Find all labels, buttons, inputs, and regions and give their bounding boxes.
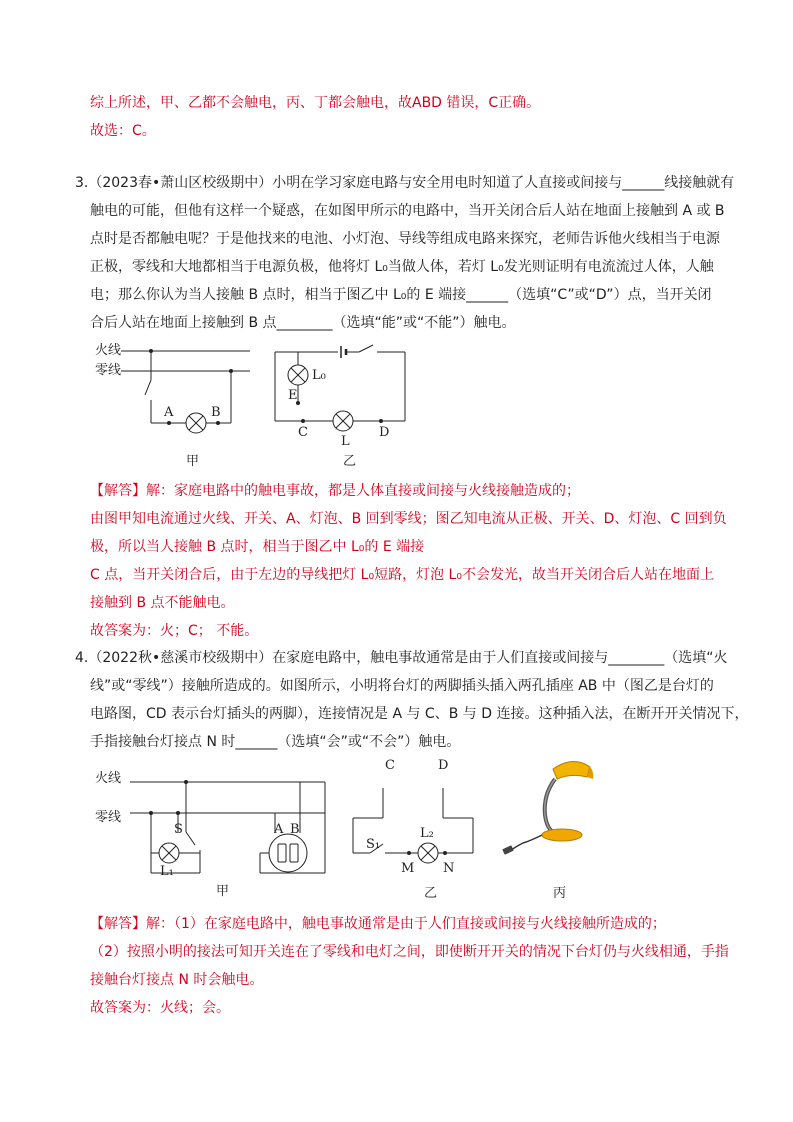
q4-caption-jia: 甲 [216,884,230,899]
q3-point-a: A [164,405,174,420]
q4-lamp-l2-label: L₂ [420,826,434,841]
q4-socket-a-label: A [274,822,284,837]
q3-answer-line: 【解答】解：家庭电路中的触电事故，都是人体直接或间接与火线接触造成的； [90,483,580,499]
switch-blade [145,380,151,395]
q3-point-c: C [298,425,308,440]
q4-point-m: M [401,861,415,876]
q3-line: 正极，零线和大地都相当于电源负极，他将灯 L₀当做人体，若灯 L₀发光则证明有电流流过人体，人触 [90,259,714,275]
q4-line: 线”或“零线”）接触所造成的。如图所示，小明将台灯的两脚插头插入两孔插座 AB 中（图乙是台灯的 [90,678,714,694]
q3-live-wire-label: 火线 [95,343,122,358]
q4-answer-line: 接触台灯接点 N 时会触电。 [90,972,264,988]
q4-line: 手指接触台灯接点 N 时______（选填“会”或“不会”）触电。 [90,734,461,750]
prev-conclusion: 综上所述，甲、乙都不会触电，丙、丁都会触电，故ABD 错误，C正确。 [90,95,541,111]
q4-lamp-l1-label: L₁ [160,864,174,879]
q4-answer-line: （2）按照小明的接法可知开关连在了零线和电灯之间，即使断开开关的情况下台灯仍与火线相通，手指 [90,944,729,960]
q4-point-d: D [438,758,449,773]
prev-choice: 故选：C。 [90,123,156,139]
q3-neutral-wire-label: 零线 [95,363,122,378]
q3-answer-line: C 点，当开关闭合后，由于左边的导线把灯 L₀短路，灯泡 L₀不会发光，故当开关闭合后人站在地面上 [90,567,714,583]
q4-figure-yi [345,770,485,875]
q3-point-d: D [379,425,390,440]
switch-blade [359,345,373,352]
q3-lamp-l0-label: L₀ [312,368,326,383]
q3-answer-line: 由图甲知电流通过火线、开关、A、灯泡、B 回到零线；图乙知电流从正极、开关、D、灯泡、C 回到负 [90,511,727,527]
desk-lamp-image [495,755,605,865]
q4-socket-b-label: B [290,822,300,837]
q3-caption-jia: 甲 [186,454,200,469]
q4-point-c: C [385,758,395,773]
q4-switch-s1-label: S₁ [366,837,381,852]
q4-line: 4.（2022秋•慈溪市校级期中）在家庭电路中，触电事故通常是由于人们直接或间接与________（选填“火 [75,650,728,666]
q3-answer-line: 接触到 B 点不能触电。 [90,595,235,611]
q4-answer-line: 故答案为：火线；会。 [90,1000,230,1016]
q3-line: 点时是否都触电呢？于是他找来的电池、小灯泡、导线等组成电路来探究，老师告诉他火线相当于电源 [90,231,720,247]
q4-switch-s-label: S [174,822,183,837]
q3-point-b: B [211,405,221,420]
q3-answer-line: 故答案为：火；C； 不能。 [90,623,259,639]
q3-line: 合后人站在地面上接触到 B 点________（选填“能”或“不能”）触电。 [90,315,516,331]
switch-s-blade [186,832,195,845]
q3-answer-line: 极，所以当人接触 B 点时，相当于图乙中 L₀的 E 端接 [90,539,425,555]
q4-line: 电路图，CD 表示台灯插头的两脚），连接情况是 A 与 C、B 与 D 连接。这种插入法，在断开开关情况下， [90,706,749,722]
q4-caption-bing: 丙 [553,886,567,901]
q3-caption-yi: 乙 [343,454,357,469]
q4-answer-line: 【解答】解：（1）在家庭电路中，触电事故通常是由于人们直接或间接与火线接触所造成的； [90,916,666,932]
q3-lamp-l-label: L [341,434,350,449]
socket-icon [269,834,307,872]
q3-line: 电；那么你认为当人接触 B 点时，相当于图乙中 L₀的 E 端接______（选填“C”或“D”）点，当开关闭 [90,287,712,303]
q3-line: 3.（2023春•萧山区校级期中）小明在学习家庭电路与安全用电时知道了人直接或间接与______线接触就有 [75,175,735,191]
q4-live-wire-label: 火线 [95,771,122,786]
q4-caption-yi: 乙 [424,886,438,901]
q3-point-e: E [288,388,298,403]
q4-point-n: N [443,861,455,876]
q4-neutral-wire-label: 零线 [95,810,122,825]
q3-line: 触电的可能，但他有这样一个疑惑，在如图甲所示的电路中，当开关闭合后人站在地面上接触到 A 或 B [90,203,725,219]
